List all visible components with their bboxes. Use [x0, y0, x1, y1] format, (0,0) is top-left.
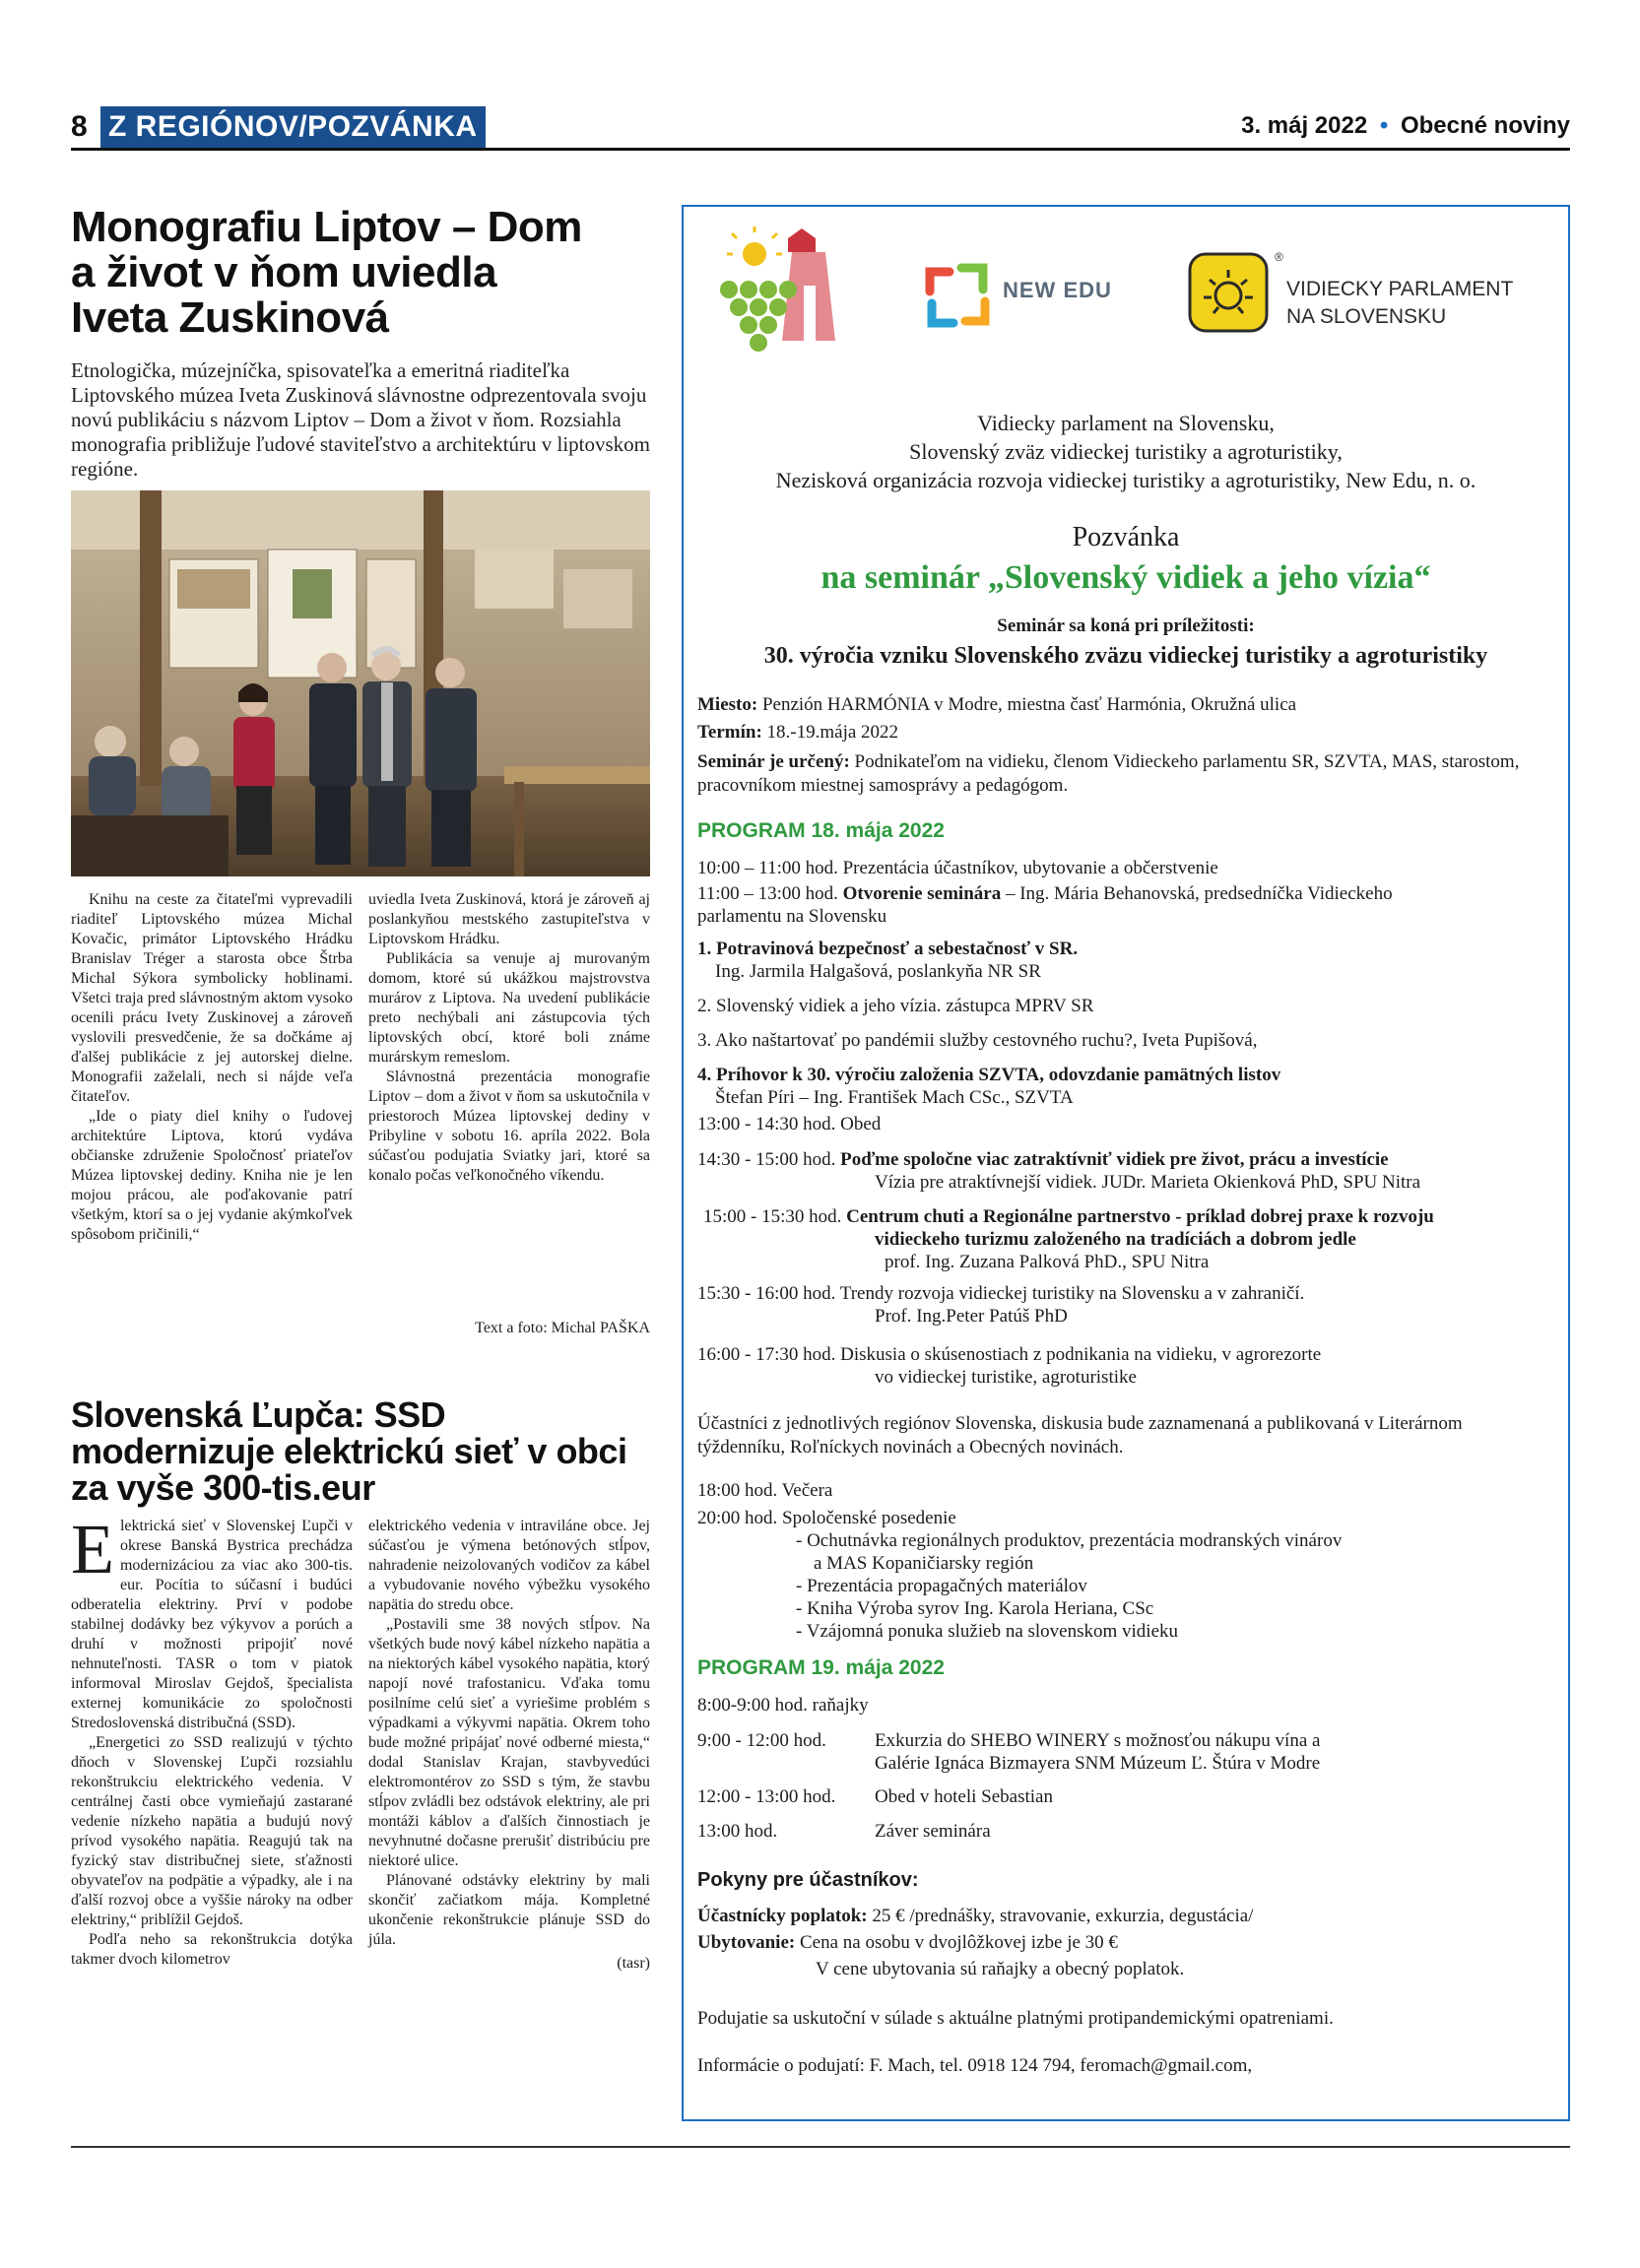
program-item: 11:00 – 13:00 hod. Otvorenie seminára – Ing. Mária Behanovská, predsedníčka Vidieckeho — [697, 883, 1393, 904]
paragraph: Slávnostná prezentácia monografie Liptov – dom a život v ňom sa uskutočnila v priestoroch Múzea liptovskej dediny v Pribyline v sobotu 16. apríla 2022. Bola súčasťou podujatia Sviatky jari, ktoré sa konalo počas veľkonočného víkendu. — [368, 1069, 650, 1184]
paragraph: „Energetici zo SSD realizujú v týchto dňoch v Slovenskej Ľupči rozsiahlu rekonštrukciu elektrického vedenia. V centrálnej časti obce vymieňajú zastarané vedenie nízkeho napätia a budujú nový prívod vysokého napätia. Reagujú tak na fyzický stav distribučnej siete, sťažnosti obyvateľov na podpätie a výpadky, ale i na ďalší rozvoj obce a vyššie nároky na odber elektriny,“ priblížil Gejdoš. — [71, 1734, 353, 1928]
evening-subitem: - Kniha Výroba syrov Ing. Karola Heriana, CSc — [796, 1598, 1154, 1619]
paragraph: Knihu na ceste za čitateľmi vyprevadili riaditeľ Liptovského múzea Michal Kovačic, primátor Liptovského Hrádku Branislav Tréger a starosta obce Štrba Michal Sýkora symbolicky hoblinami. Všetci traja pred slávnostným aktom vysoko ocenili prácu Ivety Zuskinovej a zároveň vyslovili presvedčenie, že sa dočkáme aj ďalšej publikácie z jej autorskej dielne. Monografii zaželali, nech si nájde veľa čitateľov. — [71, 891, 353, 1105]
title-line: za vyše 300-tis.eur — [71, 1467, 375, 1508]
program-talk: 2. Slovenský vidiek a jeho vízia. zástupca MPRV SR — [697, 996, 1094, 1016]
separator: • — [1379, 112, 1389, 139]
program-speaker: Štefan Píri – Ing. František Mach CSc., SZVTA — [715, 1087, 1074, 1108]
page-number: 8 — [71, 110, 88, 143]
title-line: modernizuje elektrickú sieť v obci — [71, 1431, 627, 1471]
footer-rule — [71, 2146, 1570, 2148]
accommodation-note: V cene ubytovania sú raňajky a obecný poplatok. — [816, 1959, 1185, 1979]
article-column — [71, 1510, 353, 1974]
page-header — [71, 106, 1570, 152]
program-talk: 3. Ako naštartovať po pandémii služby cestovného ruchu?, Iveta Pupišová, — [697, 1030, 1258, 1051]
accommodation-line: Ubytovanie: Cena na osobu v dvojlôžkovej izbe je 30 € — [697, 1932, 1118, 1953]
program-talk: 1. Potravinová bezpečnosť a sebestačnosť v SR. — [697, 939, 1079, 959]
program-item: 10:00 – 11:00 hod. Prezentácia účastníkov, ubytovanie a občerstvenie — [697, 858, 1218, 878]
registered-mark: ® — [1275, 250, 1283, 264]
program-speaker: Ing. Jarmila Halgašová, poslankyňa NR SR — [715, 961, 1041, 982]
program-item: 8:00-9:00 hod. raňajky — [697, 1695, 869, 1716]
paragraph: uviedla Iveta Zuskinová, ktorá je zároveň aj poslankyňou mestského zastupiteľstva v Liptovskom Hrádku. — [368, 891, 650, 947]
program-item-cont: Galérie Ignáca Bizmayera SNM Múzeum Ľ. Štúra v Modre — [875, 1753, 1321, 1774]
article-title — [71, 205, 650, 341]
seminar-title: na seminár „Slovenský vidiek a jeho vízia“ — [820, 559, 1431, 596]
article-column — [368, 1517, 650, 1974]
drop-cap: E — [71, 1510, 114, 1588]
program-item: 14:30 - 15:00 hod. Poďme spoločne viac zatraktívniť vidiek pre život, prácu a investície — [697, 1149, 1389, 1170]
paragraph: Plánované odstávky elektriny by mali skončiť začiatkom mája. Kompletné ukončenie rekonštrukcie plánuje SSD do júla. — [368, 1872, 650, 1948]
newedu-logo-text: NEW EDU — [1003, 278, 1112, 302]
paragraph: „Postavili sme 38 nových stĺpov. Na všetkých bude nový kábel nízkeho napätia a na niektorých kábel vysokého napätia, ktorý napojí nové trafostanicu. Vďaka tomu posilníme celú sieť a vyriešime problém s výpadkami a výkyvmi napätia. Okrem toho bude možné pripájať nové odberné miesta,“ dodal Stanislav Krajan, stavbyvedúci elektromontérov zo SSD s tým, že stavbu stĺpov zvládli bez odstávok elektriny, ale pri montáži káblov a ďalších činnostiach je nevyhnutné dočasne prerušiť distribúciu pre niektoré ulice. — [368, 1616, 650, 1869]
program-item: 12:00 - 13:00 hod. Obed v hoteli Sebastian — [697, 1786, 1053, 1807]
publication-name: Obecné noviny — [1400, 112, 1570, 139]
organizer: Vidiecky parlament na Slovensku, — [977, 411, 1275, 435]
evening-subitem: - Prezentácia propagačných materiálov — [796, 1576, 1087, 1596]
header-rule — [71, 148, 1570, 151]
program-day2-title: PROGRAM 19. mája 2022 — [697, 1656, 945, 1679]
invitation-heading: Pozvánka — [1072, 522, 1180, 552]
program-item: 13:00 hod. Záver seminára — [697, 1821, 991, 1842]
logo-strip — [684, 207, 1568, 364]
evening-subitem: - Ochutnávka regionálnych produktov, prezentácia modranských vinárov — [796, 1530, 1343, 1551]
vidiecky-parlament-logo-icon — [1188, 252, 1269, 333]
paragraph: „Ide o piaty diel knihy o ľudovej architektúre Liptova, ktorú vydáva občianske združenie Spoločnosť priateľov Múzea liptovskej dediny. Kniha nie je len mojou prácou, ale poďakovanie patrí všetkým, ktorí sa o jej vydanie akýmkoľvek spôsobom pričinili,“ — [71, 1108, 353, 1243]
vidiecky-parlament-logo-text: VIDIECKY PARLAMENT NA SLOVENSKU — [1286, 278, 1514, 328]
program-talk: 4. Príhovor k 30. výročiu založenia SZVTA, odovzdanie pamätných listov — [697, 1065, 1281, 1085]
seminar-place: Miesto: Penzión HARMÓNIA v Modre, miestna časť Harmónia, Okružná ulica — [697, 694, 1297, 715]
photo-credit: Text a foto: Michal PAŠKA — [475, 1320, 650, 1336]
occasion: 30. výročia vzniku Slovenského zväzu vidieckej turistiky a agroturistiky — [763, 643, 1488, 669]
program-item-cont: vo vidieckej turistike, agroturistike — [875, 1367, 1137, 1388]
newedu-logo-icon — [920, 258, 995, 333]
program-item: 15:00 - 15:30 hod. Centrum chuti a Regionálne partnerstvo - príklad dobrej praxe k rozvoju — [703, 1206, 1434, 1227]
article-lead: Etnologička, múzejníčka, spisovateľka a emeritná riaditeľka Liptovského múzea Iveta Zuskinová slávnostne odprezentovala svoju novú publikáciu s názvom Liptov – Dom a život v ňom. Rozsiahla monografia približuje ľudové staviteľstvo a architektúru v liptovskom regióne. — [71, 358, 651, 481]
title-line: Iveta Zuskinová — [71, 293, 389, 342]
article-liptov — [71, 205, 650, 482]
instructions-title: Pokyny pre účastníkov: — [697, 1869, 919, 1891]
article-ssd-body — [71, 1510, 650, 1974]
event-photo — [71, 490, 650, 876]
article-title-ssd — [71, 1396, 650, 1506]
program-speaker: Prof. Ing.Peter Patúš PhD — [875, 1306, 1068, 1327]
paragraph: Publikácia sa venuje aj murovaným domom, ktoré sú ukážkou majstrovstva murárov z Liptova. Na uvedení publikácie preto nechýbali ani zástupcovia tých liptovských obcí, ktoré boli známe murárskym remeslom. — [368, 950, 650, 1066]
section-label: Z REGIÓNOV/POZVÁNKA — [100, 106, 486, 148]
paragraph: Podľa neho sa rekonštrukcia dotýka takmer dvoch kilometrov — [71, 1931, 353, 1968]
invitation-box — [682, 205, 1570, 2121]
fee-line: Účastnícky poplatok: 25 € /prednášky, stravovanie, exkurzia, degustácia/ — [697, 1906, 1254, 1926]
organizer: Nezisková organizácia rozvoja vidieckej turistiky a agroturistiky, New Edu, n. o. — [775, 468, 1476, 492]
issue-date: 3. máj 2022 — [1241, 112, 1368, 139]
paragraph: Elektrická sieť v Slovenskej Ľupči v okrese Banská Bystrica prechádza modernizáciou za viac ako 300-tis. eur. Pocítia to súčasní i budúci odberatelia elektriny. Prví v podobe stabilnej dodávky bez výkyvov a porúch a druhí v možnosti pripojiť nové nehnuteľnosti. TASR o tom v piatok informoval Miroslav Gejdoš, špecialista externej komunikácie zo spoločnosti Stredoslovenská distribučná (SSD). — [71, 1510, 353, 1731]
issue-info — [1241, 112, 1570, 140]
organizers — [684, 409, 1568, 494]
evening-item: 20:00 hod. Spoločenské posedenie — [697, 1508, 956, 1528]
evening-subitem: a MAS Kopaničiarsky región — [814, 1553, 1034, 1574]
occasion-label: Seminár sa koná pri príležitosti: — [997, 616, 1255, 636]
article-liptov-body — [71, 890, 650, 1245]
photo-illustration — [71, 490, 650, 876]
evening-item: 18:00 hod. Večera — [697, 1480, 833, 1501]
contact-info: Informácie o podujatí: F. Mach, tel. 0918 124 794, feromach@gmail.com, — [697, 2055, 1253, 2076]
title-line: a život v ňom uviedla — [71, 248, 497, 296]
program-item-cont: vidieckeho turizmu založeného na tradíciách a dobrom jedle — [875, 1229, 1356, 1250]
program-item-cont: parlamentu na Slovensku — [697, 906, 887, 927]
program-item: 15:30 - 16:00 hod. Trendy rozvoja vidieckej turistiky na Slovensku a v zahraničí. — [697, 1283, 1305, 1304]
evening-subitem: - Vzájomná ponuka služieb na slovenskom vidieku — [796, 1621, 1179, 1642]
publication-note: Účastníci z jednotlivých regiónov Slovenska, diskusia bude zaznamenaná a publikovaná v Literárnom týždenníku, Roľníckych novinách a Obecných novinách. — [697, 1413, 1463, 1458]
title-line: Slovenská Ľupča: SSD — [71, 1394, 446, 1435]
grape-house-logo — [707, 225, 845, 355]
program-speaker: Vízia pre atraktívnejší vidiek. JUDr. Marieta Okienková PhD, SPU Nitra — [875, 1172, 1421, 1193]
program-item: 13:00 - 14:30 hod. Obed — [697, 1114, 882, 1134]
covid-note: Podujatie sa uskutoční v súlade s aktuálne platnými protipandemickými opatreniami. — [697, 2008, 1334, 2029]
organizer: Slovenský zväz vidieckej turistiky a agroturistiky, — [909, 439, 1343, 464]
article-column — [368, 890, 650, 1245]
program-speaker: prof. Ing. Zuzana Palková PhD., SPU Nitra — [885, 1252, 1210, 1272]
program-day1-title: PROGRAM 18. mája 2022 — [697, 819, 945, 842]
program-item: 16:00 - 17:30 hod. Diskusia o skúsenostiach z podnikania na vidieku, v agrorezorte — [697, 1344, 1322, 1365]
seminar-audience: Seminár je určený: Podnikateľom na vidieku, členom Vidieckeho parlamentu SR, SZVTA, MAS, starostom, pracovníkom miestnej samosprávy a pedagógom. — [697, 751, 1520, 796]
program-item: 9:00 - 12:00 hod. Exkurzia do SHEBO WINERY s možnosťou nákupu vína a — [697, 1730, 1321, 1751]
title-line: Monografiu Liptov – Dom — [71, 203, 582, 251]
article-column — [71, 890, 353, 1245]
seminar-term: Termín: 18.-19.mája 2022 — [697, 722, 899, 743]
source-tag: (tasr) — [617, 1955, 650, 1972]
paragraph: elektrického vedenia v intraviláne obce. Jej súčasťou je výmena betónových stĺpov, nahradenie neizolovaných vodičov za kábel a vybudovanie nového výbežku vysokého napätia do stredu obce. — [368, 1518, 650, 1613]
